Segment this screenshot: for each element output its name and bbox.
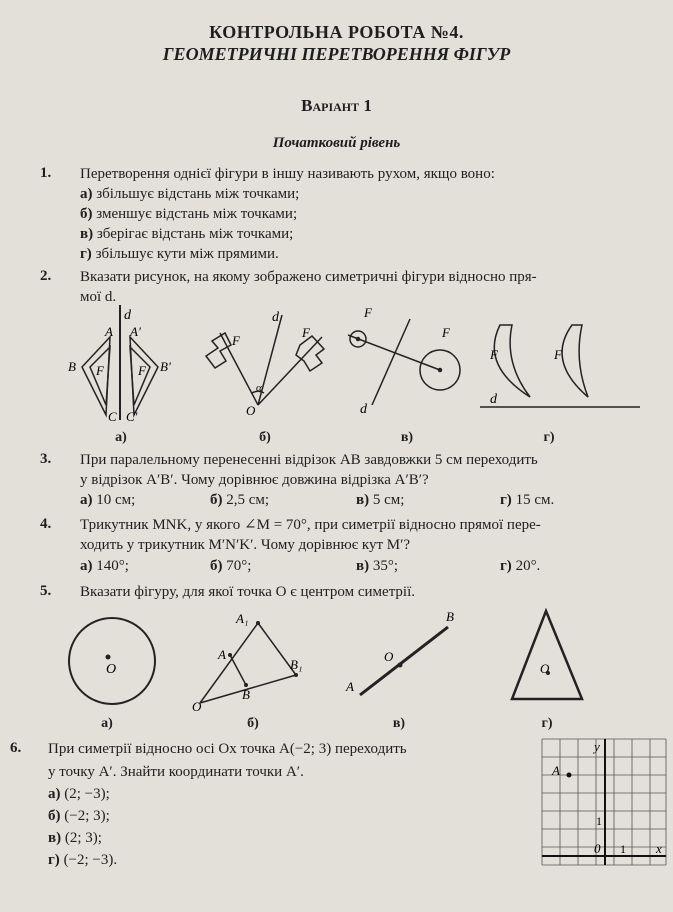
option-text: 140°; — [96, 558, 129, 574]
isosceles-triangle — [512, 611, 582, 699]
option-text: збільшує відстань між точками; — [96, 186, 300, 202]
option-letter: а) — [48, 786, 61, 802]
q2-text-line2: мої d. — [80, 289, 117, 305]
variant-heading: Варіант 1 — [301, 96, 372, 115]
option-letter: г) — [80, 246, 92, 262]
q6-number: 6. — [10, 740, 22, 756]
q1-number: 1. — [40, 165, 52, 181]
option-text: (2; −3); — [64, 786, 110, 802]
q3-option-b[interactable] — [210, 492, 269, 509]
option-letter: б) — [48, 808, 61, 824]
label-B1: B' — [160, 359, 171, 374]
option-text: (−2; 3); — [64, 808, 110, 824]
label-A: A — [105, 324, 113, 339]
point-O-a — [106, 655, 111, 660]
center-f1 — [357, 338, 360, 341]
label-d-d: d — [490, 392, 497, 407]
label-F2-c: F — [442, 325, 450, 340]
option-letter: б) — [80, 206, 93, 222]
q6-option-a[interactable] — [48, 786, 110, 803]
point-A-grid — [567, 773, 572, 778]
label-A-grid: A — [552, 763, 560, 778]
option-letter: в) — [356, 558, 370, 574]
option-text: 20°. — [515, 558, 541, 574]
center-f2 — [439, 369, 442, 372]
label-F2-a: F — [138, 363, 146, 378]
q1-option-b[interactable] — [80, 206, 297, 223]
q5-figure-d[interactable] — [512, 611, 582, 699]
option-letter: а) — [80, 492, 93, 508]
option-letter: в) — [80, 226, 94, 242]
q5-text: Вказати фігуру, для якої точка O є центром симетрії. — [80, 584, 416, 600]
q2-caption-b: б) — [259, 430, 271, 445]
option-text: 10 см; — [96, 492, 136, 508]
label-d-c: d — [360, 402, 367, 417]
q6-text-line1: При симетрії відносно осі Ox точка A(−2; 3) переходить — [48, 741, 407, 757]
q4-number: 4. — [40, 516, 52, 532]
q3-option-d[interactable] — [500, 492, 554, 509]
shape-f1 — [206, 333, 231, 368]
q3-option-c[interactable] — [356, 492, 404, 509]
option-text: зберігає відстань між точками; — [96, 226, 294, 242]
label-A1: A' — [130, 324, 141, 339]
label-A1: A₁ — [236, 611, 249, 626]
label-F1-a: F — [96, 363, 104, 378]
option-letter: г) — [500, 492, 512, 508]
option-letter: г) — [48, 852, 60, 868]
level-heading: Початковий рівень — [272, 135, 401, 151]
label-B-b: B — [242, 687, 250, 702]
option-letter: в) — [356, 492, 370, 508]
segment-ab — [230, 655, 246, 685]
q2-caption-d: г) — [543, 430, 555, 445]
option-text: 35°; — [372, 558, 399, 574]
option-text: 2,5 см; — [226, 492, 270, 508]
q5-caption-d: г) — [541, 716, 553, 731]
q5-number: 5. — [40, 583, 52, 599]
option-letter: б) — [210, 492, 223, 508]
option-text: 15 см. — [515, 492, 555, 508]
option-text: збільшує кути між прямими. — [95, 246, 279, 262]
label-A-b: A — [218, 647, 226, 662]
label-O-c: O — [384, 649, 394, 664]
segment-line — [348, 335, 440, 370]
label-x: x — [656, 841, 662, 856]
q5-caption-c: в) — [392, 716, 406, 731]
label-C1: C' — [126, 409, 138, 424]
circle-shape — [69, 618, 155, 704]
point-B1 — [294, 673, 298, 677]
label-O-b: O — [192, 699, 202, 714]
label-B1: B₁ — [290, 657, 303, 672]
q5-figure-c[interactable] — [360, 627, 448, 695]
q1-option-d[interactable] — [80, 246, 279, 263]
label-O-d: O — [540, 661, 550, 676]
q6-option-d[interactable] — [48, 852, 117, 869]
q1-option-c[interactable] — [80, 226, 293, 243]
q2-figure-a[interactable] — [82, 305, 158, 420]
q3-text-line2: у відрізок A′B′. Чому дорівнює довжина відрізка A′B′? — [80, 472, 429, 488]
option-letter: а) — [80, 186, 93, 202]
q2-caption-c: в) — [400, 430, 414, 445]
label-d-b: d — [272, 310, 279, 325]
q4-option-b[interactable] — [210, 558, 251, 575]
label-alpha: α — [256, 382, 262, 394]
q3-option-a[interactable] — [80, 492, 135, 509]
q4-option-c[interactable] — [356, 558, 398, 575]
label-C: C — [108, 409, 117, 424]
option-letter: а) — [80, 558, 93, 574]
q2-number: 2. — [40, 268, 52, 284]
q3-number: 3. — [40, 451, 52, 467]
shape-f2 — [296, 336, 324, 371]
label-B-c: B — [446, 609, 454, 624]
q1-text: Перетворення однієї фігури в іншу називають рухом, якщо воно: — [80, 166, 495, 182]
option-letter: г) — [500, 558, 512, 574]
q3-text-line1: При паралельному перенесенні відрізок AB завдовжки 5 см переходить — [80, 452, 538, 468]
label-one-y: 1 — [596, 814, 602, 828]
q2-figures — [60, 305, 650, 440]
q5-caption-a: а) — [101, 716, 113, 731]
point-O-c — [398, 663, 403, 668]
axis-d-line-c — [372, 319, 410, 405]
q5-figures — [60, 603, 650, 715]
q4-option-a[interactable] — [80, 558, 129, 575]
q4-text-line1: Трикутник MNK, у якого ∠M = 70°, при симетрії відносно прямої пере- — [80, 517, 541, 533]
label-O-b: O — [246, 403, 256, 418]
point-A — [228, 653, 232, 657]
label-d-a: d — [124, 308, 131, 323]
option-text: 70°; — [226, 558, 252, 574]
segment-AB — [360, 627, 448, 695]
label-F2-d: F — [554, 347, 562, 362]
q1-option-a[interactable] — [80, 186, 299, 203]
label-F1-c: F — [364, 305, 372, 320]
point-A1 — [256, 621, 260, 625]
label-F1-b: F — [232, 333, 240, 348]
label-F2-b: F — [302, 325, 310, 340]
option-letter: б) — [210, 558, 223, 574]
page-subtitle: ГЕОМЕТРИЧНІ ПЕРЕТВОРЕННЯ ФІГУР — [162, 44, 511, 64]
label-B: B — [68, 359, 76, 374]
option-text: (−2; −3). — [63, 852, 118, 868]
label-O-a: O — [106, 662, 117, 677]
q4-text-line2: ходить у трикутник M′N′K′. Чому дорівнює кут M′? — [80, 537, 411, 553]
q6-coordinate-grid — [538, 735, 668, 885]
label-zero: 0 — [594, 841, 601, 856]
q2-figure-d[interactable] — [480, 325, 640, 407]
q5-caption-b: б) — [247, 716, 259, 731]
label-F1-d: F — [490, 347, 498, 362]
q2-caption-a: а) — [115, 430, 127, 445]
option-text: 5 см; — [372, 492, 405, 508]
option-text: (2; 3); — [64, 830, 102, 846]
label-A-c: A — [346, 679, 354, 694]
crescent-f1 — [494, 325, 530, 397]
option-letter: в) — [48, 830, 62, 846]
label-one-x: 1 — [620, 842, 626, 856]
label-y: y — [594, 739, 600, 754]
q6-text-line2: у точку A′. Знайти координати точки A′. — [48, 764, 304, 780]
page-title: КОНТРОЛЬНА РОБОТА №4. — [209, 22, 464, 42]
option-text: зменшує відстань між точками; — [96, 206, 298, 222]
q5-figure-a[interactable] — [69, 618, 155, 704]
crescent-f2 — [562, 325, 588, 397]
q6-option-c[interactable] — [48, 830, 102, 847]
q4-option-d[interactable] — [500, 558, 540, 575]
q6-option-b[interactable] — [48, 808, 110, 825]
q2-text-line1: Вказати рисунок, на якому зображено симетричні фігури відносно пря- — [80, 269, 537, 285]
